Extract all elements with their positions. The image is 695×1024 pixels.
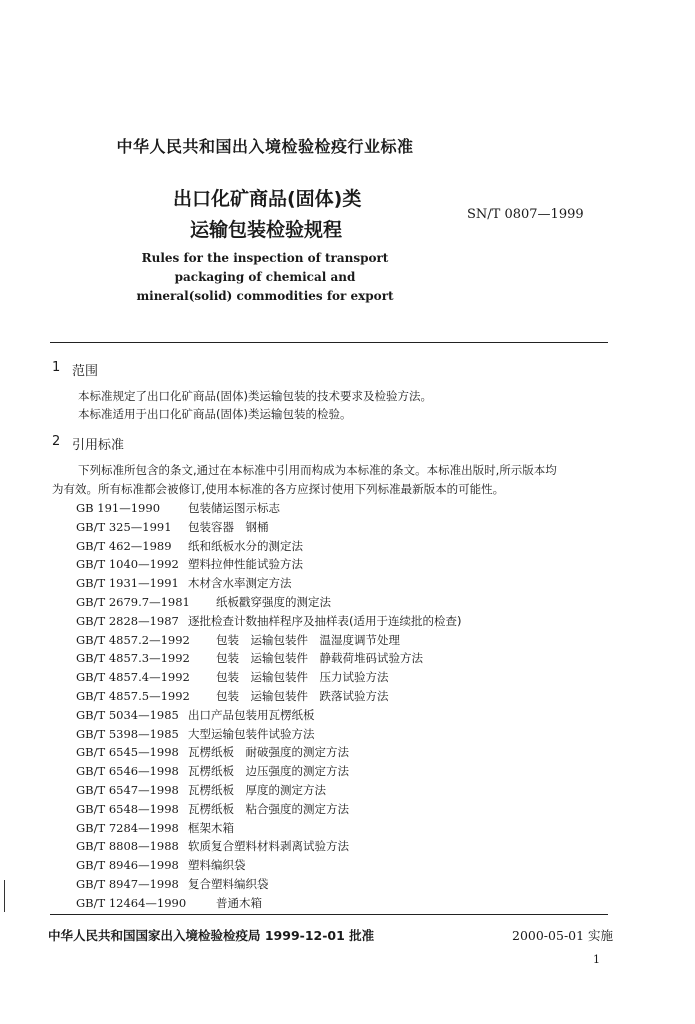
- reference-code: GB/T 2679.7—1981: [76, 595, 190, 609]
- reference-item: [76, 726, 315, 742]
- reference-title: 大型运输包装件试验方法: [188, 726, 315, 741]
- reference-code: GB/T 7284—1998: [76, 820, 179, 835]
- section1-line2: 本标准适用于出口化矿商品(固体)类运输包装的检验。: [78, 407, 352, 421]
- reference-code: GB/T 325—1991: [76, 519, 172, 534]
- reference-item: [76, 575, 292, 591]
- reference-title: 包装 运输包装件 跌落试验方法: [216, 689, 389, 703]
- reference-title: 瓦楞纸板 粘合强度的测定方法: [188, 801, 349, 816]
- section1-number: 1: [52, 360, 61, 375]
- reference-item: [76, 556, 303, 572]
- implementation-date: 2000-05-01 实施: [512, 928, 614, 943]
- reference-item: [76, 782, 326, 798]
- approval-line: 中华人民共和国国家出入境检验检疫局 1999-12-01 批准: [48, 928, 375, 943]
- scan-edge-mark: [4, 880, 5, 912]
- reference-code: GB/T 5034—1985: [76, 707, 179, 722]
- chinese-title-line1: 出口化矿商品(固体)类: [173, 188, 362, 210]
- section2-intro-line2: 为有效。所有标准都会被修订,使用本标准的各方应探讨使用下列标准最新版本的可能性。: [52, 482, 505, 496]
- reference-title: 塑料拉伸性能试验方法: [188, 557, 303, 572]
- reference-title: 出口产品包装用瓦楞纸板: [188, 707, 315, 722]
- reference-code: GB/T 4857.4—1992: [76, 670, 190, 685]
- reference-code: GB/T 6548—1998: [76, 801, 179, 816]
- section2-heading: 引用标准: [72, 438, 125, 453]
- reference-item: [76, 538, 303, 554]
- reference-code: GB/T 4857.5—1992: [76, 689, 190, 703]
- section2-number: 2: [52, 434, 61, 449]
- reference-title: 瓦楞纸板 边压强度的测定方法: [188, 764, 349, 779]
- reference-title: 纸和纸板水分的测定法: [188, 538, 303, 553]
- standard-number: SN/T 0807—1999: [467, 207, 584, 222]
- reference-title: 包装储运图示标志: [188, 501, 280, 515]
- reference-title: 逐批检查计数抽样程序及抽样表(适用于连续批的检查): [188, 613, 462, 628]
- reference-item: [76, 519, 269, 535]
- reference-item: [76, 857, 246, 873]
- reference-code: GB/T 4857.3—1992: [76, 651, 190, 666]
- section2-intro-line1: 下列标准所包含的条文,通过在本标准中引用而构成为本标准的条文。本标准出版时,所示版本均: [78, 463, 557, 477]
- section1-heading: 范围: [72, 364, 99, 379]
- reference-title: 瓦楞纸板 耐破强度的测定方法: [188, 745, 349, 760]
- reference-code: GB/T 8808—1988: [76, 839, 179, 854]
- reference-item: [76, 838, 349, 854]
- english-title-line3: mineral(solid) commodities for export: [136, 289, 394, 303]
- reference-code: GB/T 462—1989: [76, 538, 172, 553]
- reference-code: GB/T 2828—1987: [76, 613, 179, 628]
- reference-title: 包装 运输包装件 温湿度调节处理: [216, 632, 400, 647]
- reference-item: [76, 895, 262, 911]
- reference-title: 框架木箱: [188, 820, 234, 835]
- reference-code: GB/T 6547—1998: [76, 783, 179, 797]
- reference-title: 纸板戳穿强度的测定法: [216, 595, 331, 609]
- reference-title: 包装 运输包装件 压力试验方法: [216, 670, 389, 685]
- reference-item: [76, 876, 269, 892]
- chinese-title-line2: 运输包装检验规程: [190, 219, 343, 241]
- reference-code: GB/T 4857.2—1992: [76, 632, 190, 647]
- reference-code: GB/T 6545—1998: [76, 745, 179, 760]
- reference-item: [76, 801, 349, 817]
- reference-code: GB/T 1931—1991: [76, 576, 179, 591]
- reference-code: GB/T 5398—1985: [76, 726, 179, 741]
- header-divider: [50, 342, 608, 343]
- reference-title: 瓦楞纸板 厚度的测定方法: [188, 783, 326, 797]
- reference-item: [76, 744, 349, 760]
- footer-divider: [50, 914, 608, 915]
- reference-title: 普通木箱: [216, 895, 262, 910]
- reference-title: 包装 运输包装件 静载荷堆码试验方法: [216, 651, 423, 666]
- reference-code: GB/T 1040—1992: [76, 557, 179, 572]
- reference-item: [76, 632, 400, 648]
- reference-item: [76, 500, 280, 516]
- page-number: 1: [593, 953, 600, 966]
- reference-item: [76, 613, 461, 629]
- english-title-line1: Rules for the inspection of transport: [141, 251, 389, 265]
- reference-code: GB 191—1990: [76, 501, 161, 515]
- reference-item: [76, 707, 315, 723]
- reference-code: GB/T 6546—1998: [76, 764, 179, 779]
- reference-code: GB/T 8946—1998: [76, 858, 179, 873]
- reference-title: 软质复合塑料材料剥离试验方法: [188, 839, 349, 854]
- reference-code: GB/T 8947—1998: [76, 877, 179, 891]
- reference-title: 塑料编织袋: [188, 858, 246, 873]
- reference-item: [76, 594, 331, 610]
- reference-title: 复合塑料编织袋: [188, 877, 269, 891]
- reference-item: [76, 763, 349, 779]
- issuing-organization: 中华人民共和国出入境检验检疫行业标准: [116, 137, 414, 156]
- reference-item: [76, 688, 389, 704]
- reference-title: 木材含水率测定方法: [188, 576, 292, 591]
- reference-item: [76, 650, 423, 666]
- reference-item: [76, 820, 234, 836]
- english-title-line2: packaging of chemical and: [174, 270, 356, 284]
- reference-item: [76, 669, 389, 685]
- section1-line1: 本标准规定了出口化矿商品(固体)类运输包装的技术要求及检验方法。: [78, 389, 432, 403]
- reference-title: 包装容器 钢桶: [188, 519, 269, 534]
- reference-code: GB/T 12464—1990: [76, 895, 187, 910]
